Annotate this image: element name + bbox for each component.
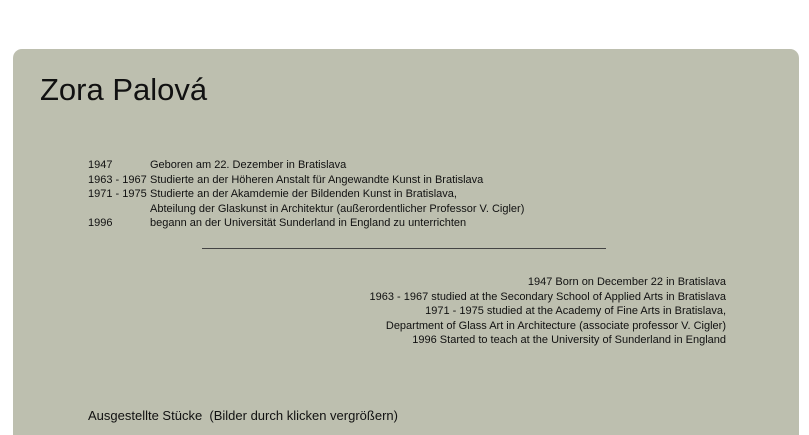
content-panel — [13, 49, 799, 435]
bio-de-year: 1947 — [88, 159, 113, 171]
bio-de-text: Geboren am 22. Dezember in Bratislava — [150, 159, 347, 171]
bio-en-line: 1996 Started to teach at the University of Sunderland in England — [412, 334, 726, 347]
exhibited-pieces-heading: Ausgestellte Stücke (Bilder durch klicken vergrößern) — [88, 408, 398, 423]
bio-en-line: 1971 - 1975 studied at the Academy of Fine Arts in Bratislava, — [425, 305, 726, 318]
biography-english — [369, 275, 726, 348]
bio-en-line: 1963 - 1967 studied at the Secondary School of Applied Arts in Bratislava — [369, 290, 726, 303]
bio-de-year: 1963 - 1967 — [88, 173, 147, 186]
bio-de-year — [88, 202, 150, 217]
bio-en-line: 1947 Born on December 22 in Bratislava — [527, 276, 726, 288]
bio-de-row — [88, 158, 524, 173]
bio-de-text: Abteilung der Glaskunst in Architektur (außerordentlicher Professor V. Cigler) — [150, 202, 525, 215]
bio-de-year: 1971 - 1975 — [88, 188, 147, 201]
bio-de-row — [88, 173, 524, 188]
bio-de-row — [88, 187, 524, 202]
bio-de-text: begann an der Universität Sunderland in England zu unterrichten — [150, 217, 467, 230]
page-title: Zora Palová — [40, 72, 208, 107]
bio-de-row — [88, 216, 524, 231]
bio-en-line: Department of Glass Art in Architecture (associate professor V. Cigler) — [385, 319, 726, 332]
bio-de-text: Studierte an der Höheren Anstalt für Angewandte Kunst in Bratislava — [150, 173, 484, 186]
biography-german — [88, 158, 524, 231]
bio-de-year: 1996 — [88, 217, 113, 230]
section-divider — [202, 248, 606, 249]
bio-de-text: Studierte an der Akamdemie der Bildenden Kunst in Bratislava, — [150, 188, 457, 201]
bio-de-row — [88, 202, 524, 217]
